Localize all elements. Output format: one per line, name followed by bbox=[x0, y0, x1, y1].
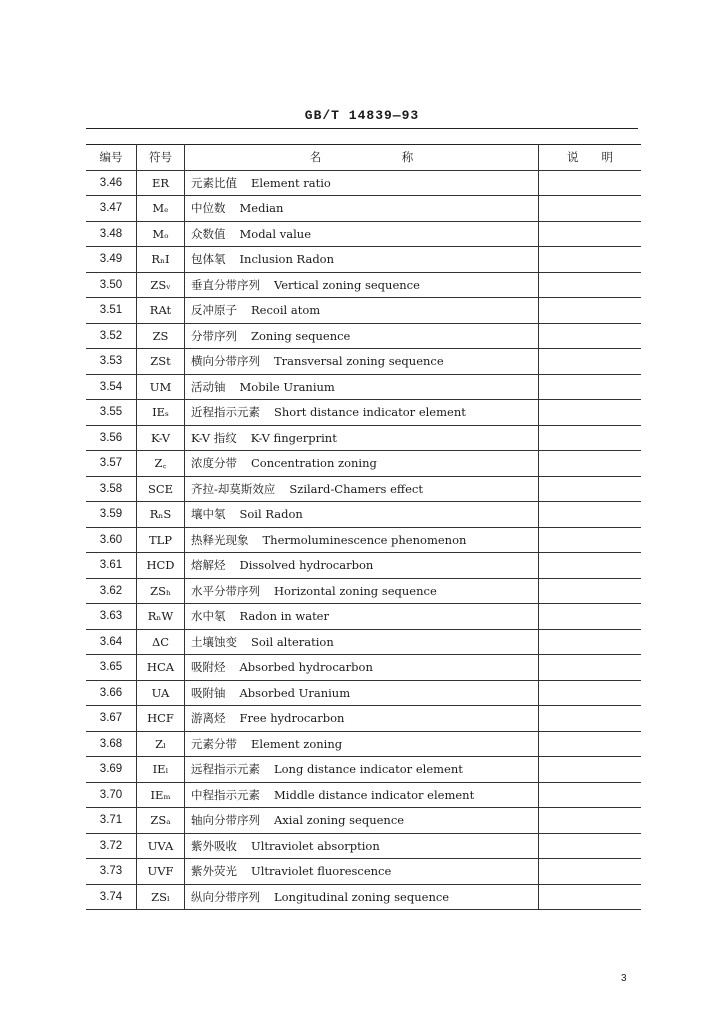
term-number: 3.50 bbox=[86, 272, 137, 298]
term-name bbox=[185, 706, 539, 732]
term-name-chinese: 吸附烃 bbox=[191, 660, 226, 675]
term-name bbox=[185, 833, 539, 859]
term-symbol: SCE bbox=[137, 476, 185, 502]
term-description bbox=[539, 298, 642, 324]
term-number: 3.58 bbox=[86, 476, 137, 502]
term-name-english: Absorbed Uranium bbox=[239, 685, 351, 700]
table-row bbox=[86, 884, 641, 910]
term-number: 3.54 bbox=[86, 374, 137, 400]
term-symbol: ER bbox=[137, 170, 185, 196]
term-number: 3.57 bbox=[86, 451, 137, 477]
table-row bbox=[86, 196, 641, 222]
term-name bbox=[185, 629, 539, 655]
term-description bbox=[539, 629, 642, 655]
term-description bbox=[539, 655, 642, 681]
term-name-chinese: 纵向分带序列 bbox=[191, 889, 260, 904]
term-symbol: IEₛ bbox=[137, 400, 185, 426]
term-name-chinese: 游离烃 bbox=[191, 711, 226, 726]
term-description bbox=[539, 374, 642, 400]
term-name bbox=[185, 527, 539, 553]
term-symbol: Zₗ bbox=[137, 731, 185, 757]
term-name-english: Mobile Uranium bbox=[239, 379, 335, 394]
term-symbol: HCD bbox=[137, 553, 185, 579]
term-number: 3.48 bbox=[86, 221, 137, 247]
table-row bbox=[86, 604, 641, 630]
term-symbol: RₙI bbox=[137, 247, 185, 273]
term-name bbox=[185, 884, 539, 910]
table-row bbox=[86, 706, 641, 732]
term-name bbox=[185, 298, 539, 324]
term-description bbox=[539, 884, 642, 910]
term-number: 3.67 bbox=[86, 706, 137, 732]
term-name-chinese: 壤中氡 bbox=[191, 507, 226, 522]
term-name-english: Long distance indicator element bbox=[274, 762, 463, 777]
term-name-chinese: 热释光现象 bbox=[191, 532, 249, 547]
term-description bbox=[539, 323, 642, 349]
term-name-chinese: 吸附铀 bbox=[191, 685, 226, 700]
column-header-name: 名 称 bbox=[185, 145, 539, 171]
term-number: 3.55 bbox=[86, 400, 137, 426]
term-symbol: HCA bbox=[137, 655, 185, 681]
column-header-description: 说 明 bbox=[539, 145, 642, 171]
page-number: 3 bbox=[621, 973, 627, 984]
term-description bbox=[539, 833, 642, 859]
term-name-chinese: 众数值 bbox=[191, 226, 226, 241]
table-row bbox=[86, 859, 641, 885]
term-number: 3.60 bbox=[86, 527, 137, 553]
header-rule bbox=[86, 128, 638, 129]
term-name-chinese: 中程指示元素 bbox=[191, 787, 260, 802]
term-name bbox=[185, 425, 539, 451]
term-number: 3.53 bbox=[86, 349, 137, 375]
term-number: 3.68 bbox=[86, 731, 137, 757]
term-description bbox=[539, 221, 642, 247]
term-description bbox=[539, 349, 642, 375]
term-number: 3.73 bbox=[86, 859, 137, 885]
term-description bbox=[539, 272, 642, 298]
term-name-english: Radon in water bbox=[239, 609, 329, 624]
term-name-english: Recoil atom bbox=[251, 303, 321, 318]
term-name-english: Dissolved hydrocarbon bbox=[239, 558, 374, 573]
term-name bbox=[185, 782, 539, 808]
term-name-english: Transversal zoning sequence bbox=[274, 354, 444, 369]
term-name bbox=[185, 502, 539, 528]
term-number: 3.59 bbox=[86, 502, 137, 528]
term-name-chinese: 近程指示元素 bbox=[191, 405, 260, 420]
term-number: 3.47 bbox=[86, 196, 137, 222]
term-name-chinese: 活动铀 bbox=[191, 379, 226, 394]
table-row bbox=[86, 451, 641, 477]
term-name bbox=[185, 221, 539, 247]
table-row bbox=[86, 349, 641, 375]
term-symbol: ZSt bbox=[137, 349, 185, 375]
term-number: 3.49 bbox=[86, 247, 137, 273]
column-header-number: 编号 bbox=[86, 145, 137, 171]
term-number: 3.65 bbox=[86, 655, 137, 681]
term-symbol: ZSᵥ bbox=[137, 272, 185, 298]
term-name-chinese: 水中氡 bbox=[191, 609, 226, 624]
term-name-chinese: 轴向分带序列 bbox=[191, 813, 260, 828]
table-row bbox=[86, 323, 641, 349]
term-symbol: ZSₗ bbox=[137, 884, 185, 910]
term-name-chinese: K-V 指纹 bbox=[191, 430, 237, 445]
term-number: 3.72 bbox=[86, 833, 137, 859]
term-description bbox=[539, 782, 642, 808]
term-symbol: TLP bbox=[137, 527, 185, 553]
term-name-chinese: 横向分带序列 bbox=[191, 354, 260, 369]
term-name-chinese: 齐拉-却莫斯效应 bbox=[191, 481, 276, 496]
term-name-chinese: 浓度分带 bbox=[191, 456, 237, 471]
term-name bbox=[185, 578, 539, 604]
term-name bbox=[185, 553, 539, 579]
table-row bbox=[86, 808, 641, 834]
table-row bbox=[86, 833, 641, 859]
term-name bbox=[185, 349, 539, 375]
term-description bbox=[539, 196, 642, 222]
term-name bbox=[185, 196, 539, 222]
term-description bbox=[539, 859, 642, 885]
term-name bbox=[185, 859, 539, 885]
term-symbol: Mₒ bbox=[137, 221, 185, 247]
table-row bbox=[86, 272, 641, 298]
term-name-english: K-V fingerprint bbox=[250, 430, 337, 445]
term-description bbox=[539, 527, 642, 553]
term-name-english: Element ratio bbox=[251, 175, 331, 190]
term-name-chinese: 元素比值 bbox=[191, 175, 237, 190]
term-name bbox=[185, 247, 539, 273]
column-header-symbol: 符号 bbox=[137, 145, 185, 171]
term-number: 3.52 bbox=[86, 323, 137, 349]
term-number: 3.66 bbox=[86, 680, 137, 706]
table-row bbox=[86, 425, 641, 451]
document-header: GB/T 14839—93 bbox=[304, 108, 420, 123]
term-description bbox=[539, 425, 642, 451]
term-symbol: RₙS bbox=[137, 502, 185, 528]
table-row bbox=[86, 476, 641, 502]
term-symbol: UVA bbox=[137, 833, 185, 859]
term-number: 3.64 bbox=[86, 629, 137, 655]
term-name-chinese: 远程指示元素 bbox=[191, 762, 260, 777]
term-description bbox=[539, 808, 642, 834]
term-symbol: IEₗ bbox=[137, 757, 185, 783]
term-name-chinese: 紫外吸收 bbox=[191, 838, 237, 853]
term-symbol: UA bbox=[137, 680, 185, 706]
term-number: 3.46 bbox=[86, 170, 137, 196]
term-description bbox=[539, 604, 642, 630]
term-description bbox=[539, 731, 642, 757]
table-row bbox=[86, 731, 641, 757]
term-name-english: Vertical zoning sequence bbox=[274, 277, 420, 292]
term-description bbox=[539, 553, 642, 579]
term-name-chinese: 垂直分带序列 bbox=[191, 277, 260, 292]
term-name-english: Ultraviolet absorption bbox=[251, 838, 380, 853]
term-name bbox=[185, 272, 539, 298]
term-number: 3.56 bbox=[86, 425, 137, 451]
term-symbol: RₙW bbox=[137, 604, 185, 630]
table-row bbox=[86, 680, 641, 706]
term-number: 3.61 bbox=[86, 553, 137, 579]
term-number: 3.71 bbox=[86, 808, 137, 834]
table-row bbox=[86, 170, 641, 196]
term-number: 3.62 bbox=[86, 578, 137, 604]
table-row bbox=[86, 629, 641, 655]
term-name-english: Horizontal zoning sequence bbox=[274, 583, 437, 598]
term-name bbox=[185, 808, 539, 834]
term-name-chinese: 反冲原子 bbox=[191, 303, 237, 318]
term-number: 3.51 bbox=[86, 298, 137, 324]
term-symbol: Mₑ bbox=[137, 196, 185, 222]
term-name-chinese: 元素分带 bbox=[191, 736, 237, 751]
term-name-english: Concentration zoning bbox=[251, 456, 377, 471]
term-name bbox=[185, 680, 539, 706]
table-row bbox=[86, 502, 641, 528]
table-row bbox=[86, 782, 641, 808]
term-name bbox=[185, 374, 539, 400]
term-name-english: Longitudinal zoning sequence bbox=[274, 889, 450, 904]
term-number: 3.69 bbox=[86, 757, 137, 783]
term-name-english: Short distance indicator element bbox=[274, 405, 466, 420]
term-number: 3.70 bbox=[86, 782, 137, 808]
term-description bbox=[539, 247, 642, 273]
term-description bbox=[539, 170, 642, 196]
term-name-chinese: 中位数 bbox=[191, 201, 226, 216]
term-name-english: Middle distance indicator element bbox=[274, 787, 475, 802]
term-name bbox=[185, 323, 539, 349]
term-name-chinese: 分带序列 bbox=[191, 328, 237, 343]
table-row bbox=[86, 400, 641, 426]
term-description bbox=[539, 451, 642, 477]
term-number: 3.63 bbox=[86, 604, 137, 630]
term-symbol: RAt bbox=[137, 298, 185, 324]
term-description bbox=[539, 706, 642, 732]
term-symbol: Z꜀ bbox=[137, 451, 185, 477]
term-name bbox=[185, 655, 539, 681]
table-row bbox=[86, 374, 641, 400]
term-name-chinese: 熔解烃 bbox=[191, 558, 226, 573]
term-name-english: Thermoluminescence phenomenon bbox=[262, 532, 467, 547]
term-name-english: Zoning sequence bbox=[251, 328, 351, 343]
table-row bbox=[86, 578, 641, 604]
term-name-chinese: 水平分带序列 bbox=[191, 583, 260, 598]
term-description bbox=[539, 476, 642, 502]
term-name-english: Free hydrocarbon bbox=[239, 711, 345, 726]
term-name-english: Szilard-Chamers effect bbox=[289, 481, 423, 496]
term-name-english: Ultraviolet fluorescence bbox=[251, 864, 392, 879]
term-name-english: Absorbed hydrocarbon bbox=[239, 660, 373, 675]
table-header-row bbox=[86, 145, 641, 171]
table-row bbox=[86, 553, 641, 579]
term-symbol: UM bbox=[137, 374, 185, 400]
term-symbol: ZSₕ bbox=[137, 578, 185, 604]
table-row bbox=[86, 298, 641, 324]
term-name-chinese: 紫外荧光 bbox=[191, 864, 237, 879]
term-description bbox=[539, 400, 642, 426]
term-name-english: Element zoning bbox=[251, 736, 343, 751]
table-row bbox=[86, 221, 641, 247]
term-name bbox=[185, 476, 539, 502]
table-row bbox=[86, 527, 641, 553]
term-name-english: Median bbox=[239, 201, 284, 216]
term-description bbox=[539, 757, 642, 783]
table-row bbox=[86, 757, 641, 783]
term-name bbox=[185, 731, 539, 757]
term-name-chinese: 包体氡 bbox=[191, 252, 226, 267]
term-symbol: K-V bbox=[137, 425, 185, 451]
term-name-chinese: 土壤蚀变 bbox=[191, 634, 237, 649]
term-symbol: ZSₐ bbox=[137, 808, 185, 834]
term-name bbox=[185, 604, 539, 630]
term-description bbox=[539, 502, 642, 528]
term-name bbox=[185, 451, 539, 477]
term-name-english: Axial zoning sequence bbox=[274, 813, 405, 828]
term-name-english: Modal value bbox=[239, 226, 311, 241]
terms-table bbox=[86, 144, 641, 910]
term-symbol: ZS bbox=[137, 323, 185, 349]
term-symbol: UVF bbox=[137, 859, 185, 885]
term-name bbox=[185, 757, 539, 783]
term-symbol: ΔC bbox=[137, 629, 185, 655]
term-name-english: Inclusion Radon bbox=[239, 252, 335, 267]
table-row bbox=[86, 655, 641, 681]
term-name bbox=[185, 400, 539, 426]
term-name bbox=[185, 170, 539, 196]
term-name-english: Soil Radon bbox=[239, 507, 303, 522]
term-description bbox=[539, 578, 642, 604]
term-number: 3.74 bbox=[86, 884, 137, 910]
term-name-english: Soil alteration bbox=[251, 634, 334, 649]
term-symbol: IEₘ bbox=[137, 782, 185, 808]
table-row bbox=[86, 247, 641, 273]
term-description bbox=[539, 680, 642, 706]
term-symbol: HCF bbox=[137, 706, 185, 732]
